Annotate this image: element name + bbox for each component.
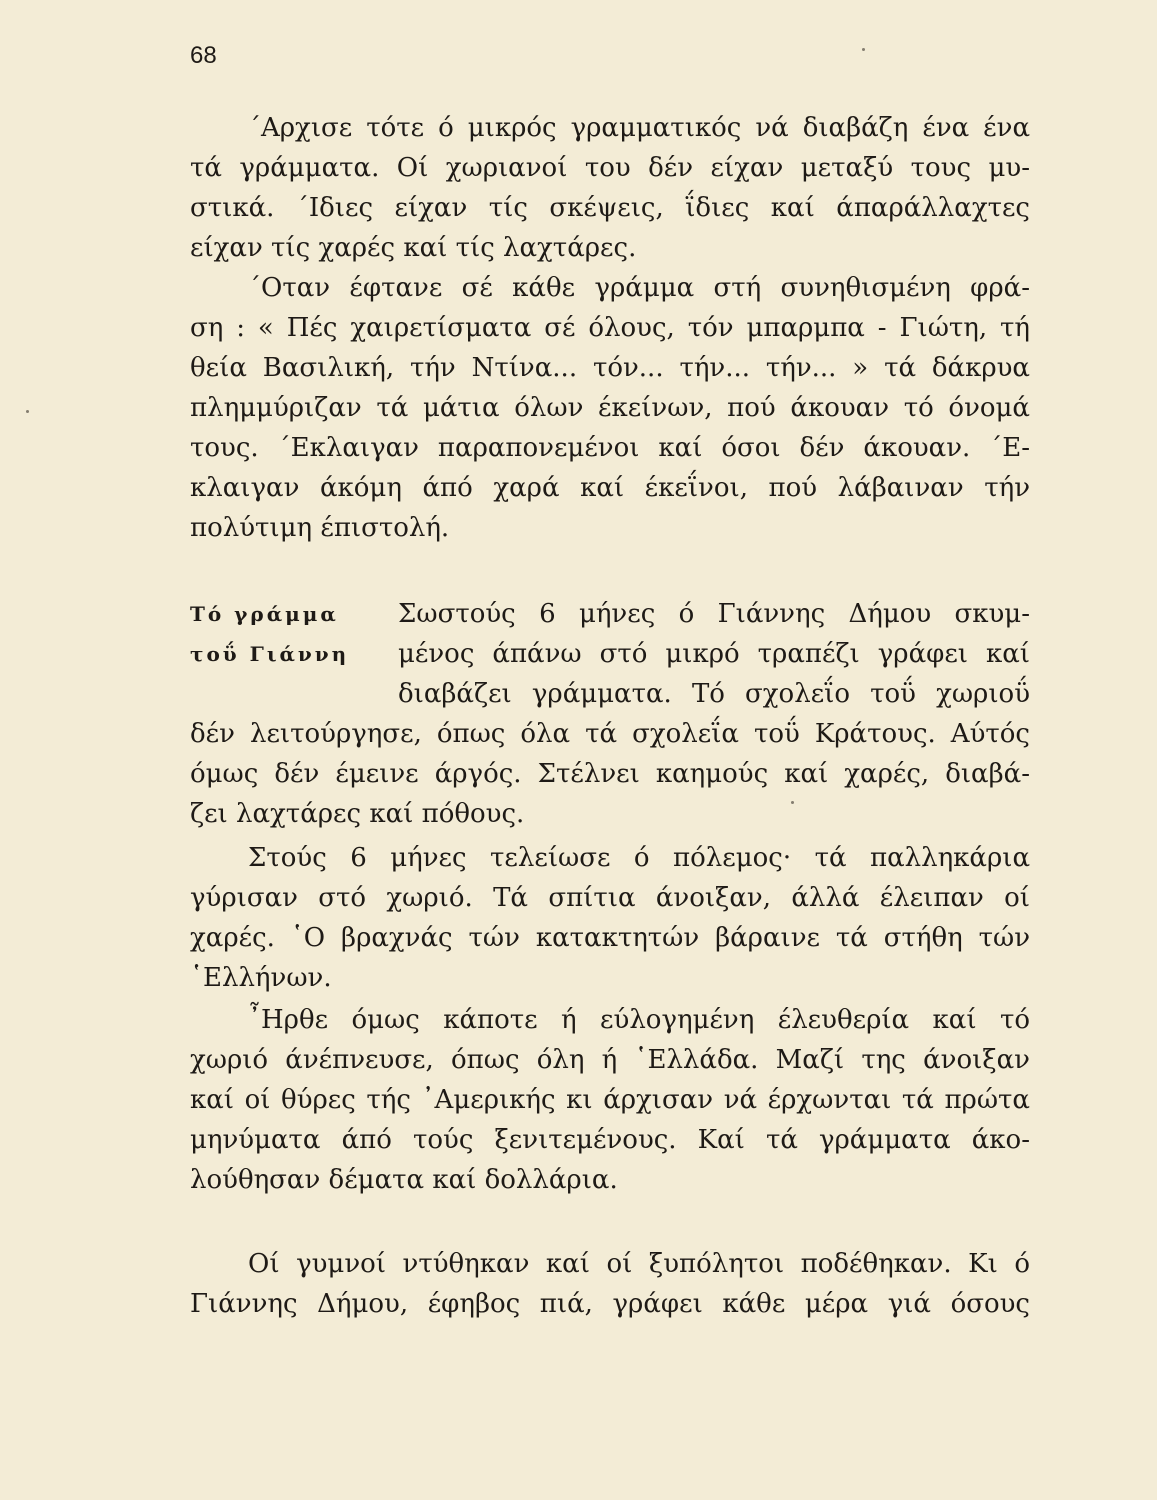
text-line: στικά. ΄Ιδιες είχαν τίς σκέψεις, ΐδιες καί άπαράλλαχτες xyxy=(190,193,1030,223)
text-line: τά γράμματα. Οί χωριανοί του δέν είχαν μεταξύ τους μυ- xyxy=(190,153,1030,183)
print-speck xyxy=(26,410,29,413)
text-line: ση : « Πές χαιρετίσματα σέ όλους, τόν μπαρμπα - Γιώτη, τή xyxy=(190,313,1030,343)
text-line: όμως δέν έμεινε άργός. Στέλνει καημούς καί χαρές, διαβά- xyxy=(190,759,1030,789)
text-line: Γιάννης Δήμου, έφηβος πιά, γράφει κάθε μέρα γιά όσους xyxy=(190,1289,1030,1319)
text-line: ῾Ελλήνων. xyxy=(190,963,332,993)
text-line: Στούς 6 μήνες τελείωσε ό πόλεμος· τά παλληκάρια xyxy=(248,843,1030,873)
text-line: χωριό άνέπνευσε, όπως όλη ή ῾Ελλάδα. Μαζί της άνοιξαν xyxy=(190,1045,1030,1075)
text-line: γύρισαν στό χωριό. Τά σπίτια άνοιξαν, άλλά έλειπαν οί xyxy=(190,883,1030,913)
text-line: τους. ΄Εκλαιγαν παραπονεμένοι καί όσοι δέν άκουαν. ΄Ε- xyxy=(190,433,1030,463)
print-speck xyxy=(862,48,865,51)
text-line: πλημμύριζαν τά μάτια όλων έκείνων, πού άκουαν τό όνομά xyxy=(190,393,1030,423)
text-line: καί οί θύρες τής ᾿Αμερικής κι άρχισαν νά έρχωνται τά πρώτα xyxy=(190,1085,1030,1115)
text-line: ζει λαχτάρες καί πόθους. xyxy=(190,799,525,829)
text-line: χαρές. ῾Ο βραχνάς τών κατακτητών βάραινε τά στήθη τών xyxy=(190,923,1030,953)
text-line: μένος άπάνω στό μικρό τραπέζι γράφει καί xyxy=(398,639,1030,669)
section-heading-line-1: Τό γράμμα xyxy=(190,602,339,626)
text-line: δέν λειτούργησε, όπως όλα τά σχολεΐα τοΰ Κράτους. Αύτός xyxy=(190,719,1030,749)
text-line: πολύτιμη έπιστολή. xyxy=(190,513,450,543)
text-line: θεία Βασιλική, τήν Ντίνα... τόν... τήν... τήν... » τά δάκρυα xyxy=(190,353,1030,383)
text-line: διαβάζει γράμματα. Τό σχολεΐο τοΰ χωριοΰ xyxy=(398,679,1030,709)
section-heading-line-2: τοΰ Γιάννη xyxy=(190,642,350,666)
text-line: ῏Ηρθε όμως κάποτε ή εύλογημένη έλευθερία καί τό xyxy=(248,1005,1030,1035)
text-line: Οί γυμνοί ντύθηκαν καί οί ξυπόλητοι ποδέθηκαν. Κι ό xyxy=(248,1249,1030,1279)
text-line: είχαν τίς χαρές καί τίς λαχτάρες. xyxy=(190,233,637,263)
text-line: Σωστούς 6 μήνες ό Γιάννης Δήμου σκυμ- xyxy=(398,599,1030,629)
text-line: λούθησαν δέματα καί δολλάρια. xyxy=(190,1165,618,1195)
text-line: μηνύματα άπό τούς ξενιτεμένους. Καί τά γράμματα άκο- xyxy=(190,1125,1030,1155)
print-speck xyxy=(791,801,794,804)
text-line: κλαιγαν άκόμη άπό χαρά καί έκεΐνοι, πού λάβαιναν τήν xyxy=(190,473,1030,503)
text-line: ΄Οταν έφτανε σέ κάθε γράμμα στή συνηθισμένη φρά- xyxy=(248,273,1030,303)
page-number: 68 xyxy=(190,42,217,69)
text-line: ΄Αρχισε τότε ό μικρός γραμματικός νά διαβάζη ένα ένα xyxy=(248,113,1030,143)
